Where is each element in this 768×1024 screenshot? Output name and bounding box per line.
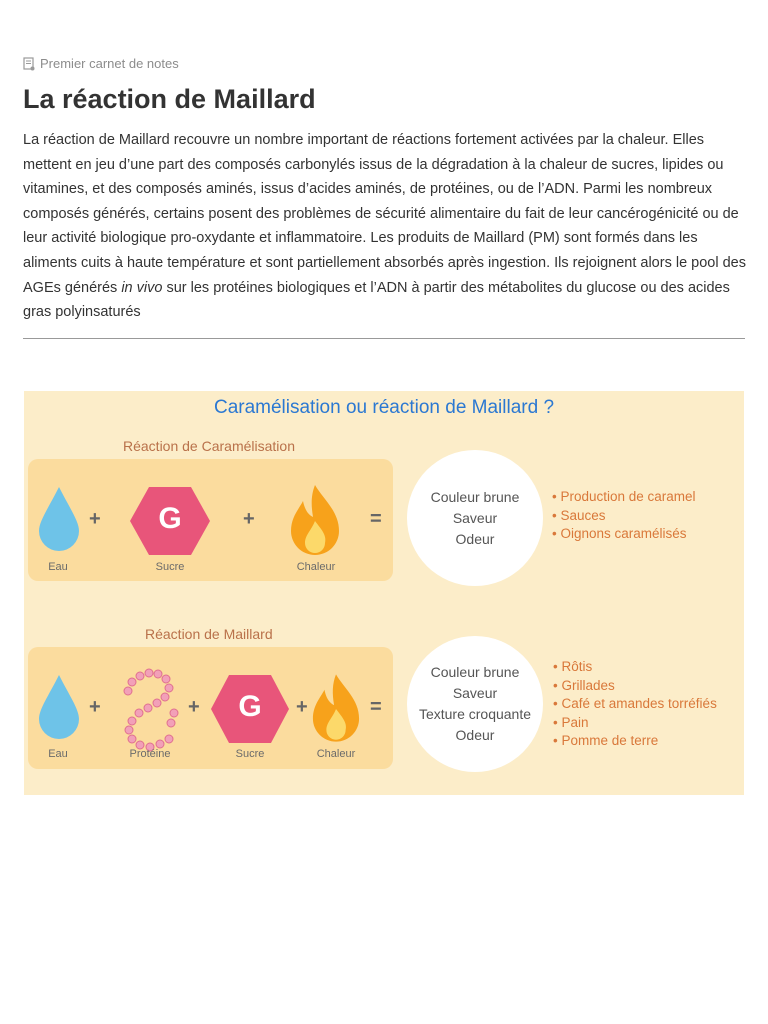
plus-sign: + (89, 508, 101, 530)
plus-sign: + (243, 508, 255, 530)
list-item: • Oignons caramélisés (552, 525, 696, 544)
divider (23, 338, 745, 339)
page-title: La réaction de Maillard (23, 84, 316, 114)
plus-sign: + (89, 696, 101, 718)
infographic-title: Caramélisation ou réaction de Maillard ? (213, 397, 555, 418)
result-item: Odeur (455, 530, 495, 547)
sugar-label: Sucre (235, 748, 265, 760)
glucose-letter: G (158, 502, 182, 535)
caramelisation-uses (552, 488, 696, 544)
breadcrumb-label[interactable]: Premier carnet de notes (40, 56, 179, 71)
result-item: Texture croquante (418, 706, 532, 722)
intro-paragraph (23, 128, 747, 325)
water-drop-icon (37, 485, 81, 553)
list-item: • Café et amandes torréfiés (553, 695, 717, 714)
result-item: Couleur brune (430, 664, 520, 680)
result-item: Couleur brune (430, 488, 520, 505)
caramelisation-heading: Réaction de Caramélisation (123, 438, 295, 454)
list-item: • Pomme de terre (553, 732, 717, 751)
result-item: Odeur (455, 727, 495, 743)
maillard-heading: Réaction de Maillard (145, 626, 273, 642)
flame-icon (289, 483, 341, 557)
infographic (24, 391, 744, 795)
intro-text: La réaction de Maillard recouvre un nombre important de réactions fortement activées par la chaleur. Elles mettent en jeu d’une part des composés carbonylés issus de la dégradation à la chaleur de sucres, lipides ou vitamines, et des composés aminés, issus d’acides aminés, de protéines, ou de l’ADN. Parmi les nombreux composés générés, certains posent des problèmes de sécurité alimentaire du fait de leur cancérogénicité ou de leur activité biologique pro-oxydante et inflammatoire. Les produits de Maillard (PM) sont formés dans les aliments cuits à haute température et sont partiellement absorbés après ingestion. Ils rejoignent alors le pool des AGEs générés (23, 132, 746, 296)
water-drop-icon (37, 673, 81, 741)
list-item: • Production de caramel (552, 488, 696, 507)
equals-sign: = (370, 508, 382, 530)
equals-sign: = (370, 696, 382, 718)
water-label: Eau (48, 748, 68, 760)
plus-sign: + (188, 696, 200, 718)
protein-chain-icon (119, 667, 181, 753)
list-item: • Grillades (553, 677, 717, 696)
result-item: Saveur (452, 685, 498, 701)
intro-italic: in vivo (121, 279, 163, 296)
list-item: • Sauces (552, 507, 696, 526)
caramelisation-result-circle (407, 450, 543, 586)
plus-sign: + (296, 696, 308, 718)
maillard-result-circle (407, 636, 543, 772)
heat-label: Chaleur (296, 561, 336, 573)
glucose-letter: G (238, 690, 262, 723)
breadcrumb[interactable] (23, 56, 179, 71)
protein-label: Protéine (129, 748, 171, 760)
notebook-icon (23, 57, 35, 71)
flame-icon (311, 671, 361, 745)
list-item: • Rôtis (553, 658, 717, 677)
heat-label: Chaleur (316, 748, 356, 760)
intro-text-end: sur les protéines biologiques et l’ADN à partir des métabolites du glucose ou des acides gras polyinsaturés (23, 279, 730, 321)
list-item: • Pain (553, 714, 717, 733)
result-item: Saveur (452, 509, 498, 526)
maillard-uses (553, 658, 717, 751)
sugar-label: Sucre (155, 561, 185, 573)
water-label: Eau (48, 561, 68, 573)
